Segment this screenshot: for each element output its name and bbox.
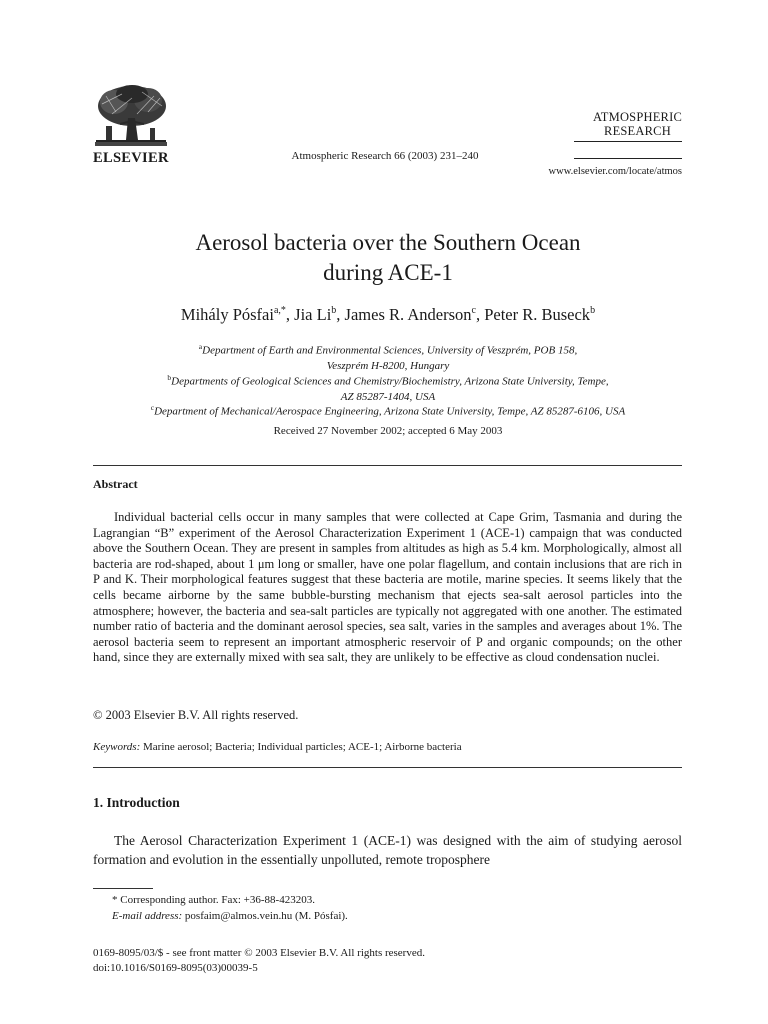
article-title bbox=[0, 228, 768, 288]
journal-name bbox=[593, 110, 682, 138]
affiliation-text: Departments of Geological Sciences and Chemistry/Biochemistry, Arizona State University, Tempe, bbox=[171, 375, 609, 388]
author-affiliation-mark: a,* bbox=[273, 304, 286, 316]
author-affiliation-mark: b bbox=[331, 304, 337, 316]
keywords-label: Keywords: bbox=[93, 741, 141, 753]
affiliation-c bbox=[0, 400, 768, 420]
journal-name-line1: ATMOSPHERIC bbox=[592, 110, 682, 124]
elsevier-tree-logo bbox=[92, 84, 170, 148]
footnote-email bbox=[112, 910, 348, 922]
introduction-body: The Aerosol Characterization Experiment 1 (ACE-1) was designed with the aim of studying aerosol formation and evolution in the essentially unpolluted, remote troposphere bbox=[93, 833, 682, 867]
affiliation-text-cont: Veszprém H-8200, Hungary bbox=[326, 359, 450, 372]
author-list bbox=[0, 305, 768, 325]
keywords bbox=[93, 741, 462, 753]
email-label: E-mail address: bbox=[112, 910, 183, 922]
received-dates: Received 27 November 2002; accepted 6 May 2003 bbox=[273, 425, 503, 437]
affiliation-text-cont: AZ 85287-1404, USA bbox=[340, 390, 436, 403]
author-separator: , bbox=[475, 305, 485, 324]
author-separator: , bbox=[336, 305, 345, 324]
abstract-heading: Abstract bbox=[93, 477, 138, 491]
author-name: James R. Anderson bbox=[344, 305, 472, 324]
author-name: Mihály Pósfai bbox=[180, 305, 274, 324]
footnote-rule bbox=[93, 888, 153, 889]
footnote-corresponding: * Corresponding author. Fax: +36-88-423203. bbox=[112, 894, 315, 906]
title-line1: Aerosol bacteria over the Southern Ocean bbox=[195, 230, 581, 255]
divider-top bbox=[93, 465, 682, 466]
journal-citation: Atmospheric Research 66 (2003) 231–240 bbox=[291, 150, 479, 162]
affiliation-a bbox=[0, 339, 768, 374]
author-affiliation-mark: c bbox=[471, 304, 476, 316]
author-name: Peter R. Buseck bbox=[484, 305, 591, 324]
affiliation-mark: c bbox=[150, 403, 155, 412]
doi-link[interactable]: doi:10.1016/S0169-8095(03)00039-5 bbox=[93, 962, 258, 974]
journal-rule-top bbox=[574, 141, 682, 142]
publisher-name: ELSEVIER bbox=[93, 150, 169, 166]
section-heading-introduction: 1. Introduction bbox=[93, 795, 180, 810]
author-name: Jia Li bbox=[294, 305, 332, 324]
title-line2: during ACE-1 bbox=[323, 260, 453, 285]
author-separator: , bbox=[285, 305, 295, 324]
journal-name-line2: RESEARCH bbox=[604, 124, 671, 138]
journal-rule-bottom bbox=[574, 158, 682, 159]
affiliation-mark: a bbox=[198, 342, 203, 351]
email-address-link[interactable]: posfaim@almos.vein.hu (M. Pósfai). bbox=[184, 910, 348, 922]
affiliation-text: Department of Earth and Environmental Sciences, University of Veszprém, POB 158, bbox=[202, 344, 578, 357]
abstract-copyright: © 2003 Elsevier B.V. All rights reserved. bbox=[93, 708, 299, 722]
author-affiliation-mark: b bbox=[590, 304, 596, 316]
divider-bottom bbox=[93, 767, 682, 768]
affiliation-mark: b bbox=[167, 373, 172, 382]
keywords-list: Marine aerosol; Bacteria; Individual particles; ACE-1; Airborne bacteria bbox=[143, 741, 462, 753]
abstract-body: Individual bacterial cells occur in many samples that were collected at Cape Grim, Tasmania and during the Lagrangian “B” experiment of the Aerosol Characterization Experiment 1 (ACE-1) campaign that was conducted above the Southern Ocean. They are present in samples from altitudes as high as 5.4 km. Morphologically, almost all bacteria are rod-shaped, about 1 μm long or smaller, have one polar flagellum, and contain inclusions that are rich in P and K. Their morphological features suggest that these bacteria are motile, marine species. It seems likely that the cells became airborne by the same bubble-bursting mechanism that ejects sea-salt aerosol particles into the atmosphere; however, the bacteria and sea-salt particles are typically not aggregated with one another. The estimated number ratio of bacteria and the dominant aerosol species, sea salt, varies in the samples and averages about 1%. The aerosol bacteria seem to represent an important atmospheric reservoir of P and organic compounds; on the other hand, since they are externally mixed with sea salt, they are unlikely to be effective as cloud condensation nuclei. bbox=[93, 510, 682, 665]
journal-url-link[interactable]: www.elsevier.com/locate/atmos bbox=[548, 166, 682, 177]
affiliation-text: Department of Mechanical/Aerospace Engineering, Arizona State University, Tempe, AZ 85287-6106, USA bbox=[154, 405, 626, 418]
issn-line: 0169-8095/03/$ - see front matter © 2003 Elsevier B.V. All rights reserved. bbox=[93, 947, 425, 959]
